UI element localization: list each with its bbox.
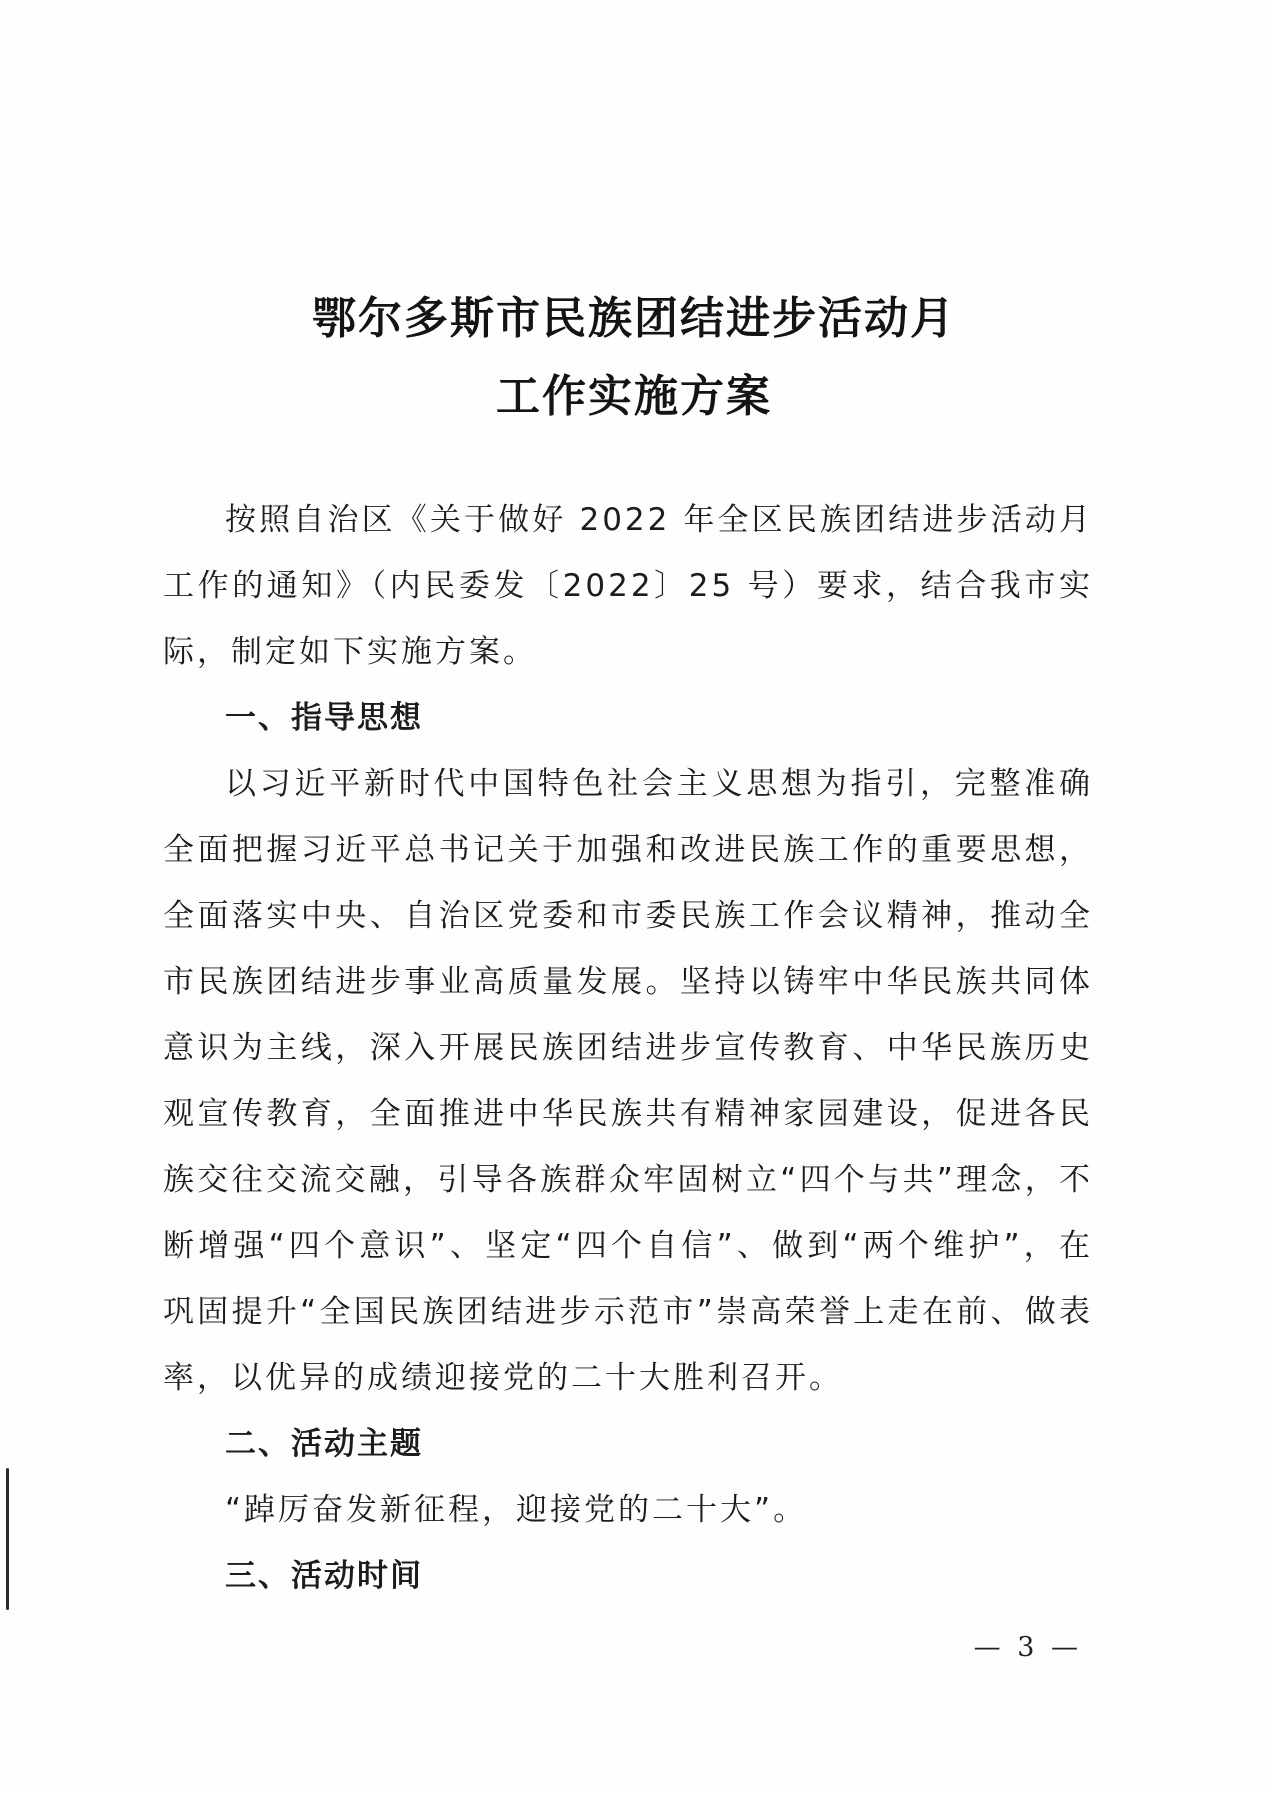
document-title-line2: 工作实施方案: [496, 371, 772, 422]
section2-heading: 二、活动主题: [225, 1426, 423, 1462]
section2-paragraph: “踔厉奋发新征程，迎接党的二十大”。: [225, 1492, 808, 1528]
document-title-line1: 鄂尔多斯市民族团结进步活动月: [312, 293, 956, 344]
page-number: — 3 —: [973, 1632, 1082, 1663]
section1-heading: 一、指导思想: [225, 700, 423, 736]
section1-paragraph: 以习近平新时代中国特色社会主义思想为指引，完整准确全面把握习近平总书记关于加强和改进民族工作的重要思想，全面落实中央、自治区党委和市委民族工作会议精神，推动全市民族团结进步事业高质量发展。坚持以铸牢中华民族共同体意识为主线，深入开展民族团结进步宣传教育、中华民族历史观宣传教育，全面推进中华民族共有精神家园建设，促进各民族交往交流交融，引导各族群众牢固树立“四个与共”理念，不断增强“四个意识”、坚定“四个自信”、做到“两个维护”，在巩固提升“全国民族团结进步示范市”崇高荣誉上走在前、做表率，以优异的成绩迎接党的二十大胜利召开。: [163, 766, 1093, 1396]
section3-heading: 三、活动时间: [225, 1558, 423, 1594]
document-body: [163, 487, 1093, 1609]
scan-edge-mark: [6, 1468, 9, 1610]
intro-paragraph: 按照自治区《关于做好 2022 年全区民族团结进步活动月工作的通知》（内民委发〔2022〕25 号）要求，结合我市实际，制定如下实施方案。: [163, 502, 1093, 670]
